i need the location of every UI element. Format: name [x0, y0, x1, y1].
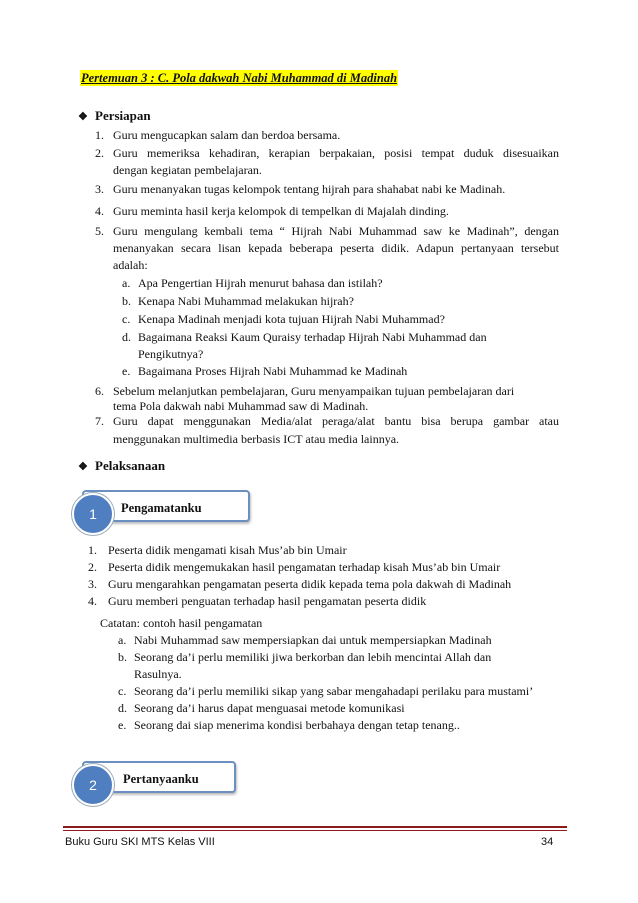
- sub-item-letter: e.: [122, 364, 131, 378]
- list-item: Guru dapat menggunakan Media/alat peraga/alat bantu bisa berupa gambar atau: [113, 414, 559, 428]
- footer-rule-thin: [63, 830, 567, 831]
- sub-item: Bagaimana Proses Hijrah Nabi Muhammad ke Madinah: [138, 364, 408, 378]
- step-label: Pertanyaanku: [123, 772, 199, 786]
- list-item-continuation: menggunakan multimedia berbasis ICT atau media lainnya.: [113, 432, 400, 446]
- list-item-number: 3.: [88, 577, 97, 591]
- list-item-number: 2.: [95, 146, 104, 160]
- list-item: Guru meminta hasil kerja kelompok di tempelkan di Majalah dinding.: [113, 204, 449, 218]
- list-item: Guru mengulang kembali tema “ Hijrah Nabi Muhammad saw ke Madinah”, dengan: [113, 224, 559, 238]
- list-item: Guru mengarahkan pengamatan peserta didik kepada tema pola dakwah di Madinah: [108, 577, 512, 591]
- step-label: Pengamatanku: [121, 501, 202, 515]
- note-item-continuation: Rasulnya.: [134, 667, 182, 681]
- list-item-continuation: tema Pola dakwah nabi Muhammad saw di Madinah.: [113, 399, 369, 413]
- list-item: Guru memberi penguatan terhadap hasil pengamatan peserta didik: [108, 594, 427, 608]
- note-letter: e.: [118, 718, 127, 732]
- sub-item: Bagaimana Reaksi Kaum Quraisy terhadap Hijrah Nabi Muhammad dan: [138, 330, 487, 344]
- note-letter: d.: [118, 701, 127, 715]
- list-item-number: 2.: [88, 560, 97, 574]
- note-letter: b.: [118, 650, 127, 664]
- footer-book-title: Buku Guru SKI MTS Kelas VIII: [65, 836, 215, 848]
- page-number: 34: [541, 836, 554, 848]
- sub-item-continuation: Pengikutnya?: [138, 347, 204, 361]
- diamond-bullet-icon: ❖: [78, 111, 88, 123]
- list-item: Guru mengucapkan salam dan berdoa bersama.: [113, 128, 341, 142]
- list-item-number: 7.: [95, 414, 104, 428]
- list-item-number: 1.: [95, 128, 104, 142]
- list-item: Peserta didik mengemukakan hasil pengamatan terhadap kisah Mus’ab bin Umair: [108, 560, 501, 574]
- list-item-continuation: menanyakan secara lisan kepada beberapa peserta didik. Adapun pertanyaan tersebut: [113, 241, 559, 255]
- section-heading: Pertemuan 3 : C. Pola dakwah Nabi Muhammad di Madinah: [81, 71, 398, 85]
- note-item: Seorang da’i perlu memiliki jiwa berkorban dan lebih mencintai Allah dan: [134, 650, 492, 664]
- sub-item: Kenapa Nabi Muhammad melakukan hijrah?: [138, 294, 354, 308]
- diamond-bullet-icon: ❖: [78, 461, 88, 473]
- list-item-number: 4.: [88, 594, 97, 608]
- note-item: Seorang da’i perlu memiliki sikap yang sabar mengahadapi perilaku para mustami’: [134, 684, 534, 698]
- step-number-badge: 2: [72, 764, 114, 806]
- step-number-badge: 1: [72, 493, 114, 535]
- list-item-number: 1.: [88, 543, 97, 557]
- note-letter: c.: [118, 684, 127, 698]
- note-letter: a.: [118, 633, 127, 647]
- list-item: Guru memeriksa kehadiran, kerapian berpakaian, posisi tempat duduk disesuaikan: [113, 146, 559, 160]
- note-item: Seorang dai siap menerima kondisi berbahaya dengan tetap tenang..: [134, 718, 460, 732]
- list-item-number: 6.: [95, 384, 104, 398]
- footer-rule: [63, 826, 567, 828]
- sub-item-letter: d.: [122, 330, 131, 344]
- sub-item: Kenapa Madinah menjadi kota tujuan Hijrah Nabi Muhammad?: [138, 312, 445, 326]
- note-title: Catatan: contoh hasil pengamatan: [100, 616, 263, 630]
- list-item-number: 3.: [95, 182, 104, 196]
- list-item: Guru menanyakan tugas kelompok tentang hijrah para shahabat nabi ke Madinah.: [113, 182, 506, 196]
- sub-item-letter: a.: [122, 276, 131, 290]
- note-item: Seorang da’i harus dapat menguasai metode komunikasi: [134, 701, 405, 715]
- sub-item-letter: c.: [122, 312, 131, 326]
- list-item-number: 5.: [95, 224, 104, 238]
- note-item: Nabi Muhammad saw mempersiapkan dai untuk mempersiapkan Madinah: [134, 633, 492, 647]
- sub-item: Apa Pengertian Hijrah menurut bahasa dan istilah?: [138, 276, 383, 290]
- list-item-number: 4.: [95, 204, 104, 218]
- pelaksanaan-title: ❖ Pelaksanaan: [78, 458, 166, 473]
- list-item: Sebelum melanjutkan pembelajaran, Guru menyampaikan tujuan pembelajaran dari: [113, 384, 515, 398]
- list-item: Peserta didik mengamati kisah Mus’ab bin Umair: [108, 543, 347, 557]
- list-item-continuation: adalah:: [113, 258, 148, 272]
- list-item-continuation: dengan kegiatan pembelajaran.: [113, 163, 262, 177]
- sub-item-letter: b.: [122, 294, 131, 308]
- persiapan-title: ❖ Persiapan: [78, 108, 151, 123]
